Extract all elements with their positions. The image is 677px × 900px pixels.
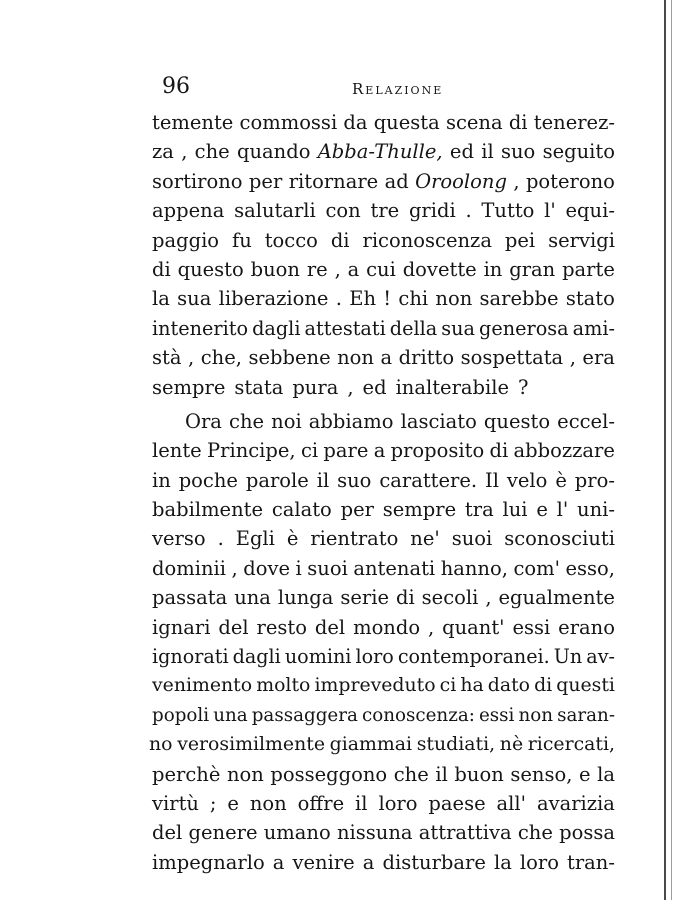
word: ne' — [410, 527, 440, 551]
word: è — [555, 468, 567, 492]
text-line — [152, 848, 615, 877]
word: , — [428, 615, 435, 639]
word: appena — [152, 199, 225, 223]
word: loro — [355, 645, 394, 669]
word: suo — [500, 140, 536, 164]
text-line — [149, 730, 615, 759]
text-line — [152, 818, 615, 847]
word: , — [188, 346, 195, 370]
word: stato — [565, 287, 615, 311]
word: popoli — [152, 704, 210, 726]
word: scena — [445, 111, 503, 134]
word: perchè — [152, 762, 221, 786]
word: ricercati, — [527, 733, 615, 756]
text-line — [152, 108, 615, 137]
word: hanno, — [440, 556, 508, 580]
word: egualmente — [498, 586, 615, 610]
word: , — [231, 556, 238, 580]
word: di — [489, 439, 509, 463]
word: una — [234, 586, 271, 610]
word: chi — [398, 287, 429, 311]
word: dagli — [252, 316, 301, 340]
word: la — [493, 850, 512, 874]
word: loro — [378, 791, 418, 815]
word: ignari — [152, 615, 211, 639]
word: e — [227, 791, 239, 815]
word: del — [218, 615, 249, 639]
word: serie — [340, 586, 389, 610]
word: ci — [439, 674, 457, 697]
word: non — [337, 346, 374, 370]
word: di — [395, 586, 415, 610]
word: stata — [234, 375, 284, 399]
page-header — [162, 72, 617, 104]
word: paese — [428, 791, 486, 815]
word: giammai — [329, 733, 413, 756]
text-line — [152, 524, 615, 553]
word: questa — [373, 111, 440, 134]
text-line — [152, 226, 615, 255]
text-line — [152, 255, 615, 284]
word: della — [389, 316, 438, 340]
word: poche — [178, 468, 238, 492]
text-line — [152, 466, 615, 495]
word: la — [152, 287, 170, 311]
word: ! — [383, 287, 392, 311]
word: dritto — [398, 346, 455, 370]
text-line — [152, 760, 615, 789]
word: pura — [292, 375, 339, 399]
word: lui — [502, 498, 528, 522]
text-line — [152, 196, 615, 225]
word: dominii — [152, 556, 226, 580]
word: da — [343, 111, 368, 134]
word: esso, — [565, 556, 615, 580]
page-edge-line — [664, 0, 666, 900]
word: buon — [454, 762, 504, 786]
word: no — [149, 733, 173, 756]
word: ignorati — [152, 645, 229, 669]
word: antenati — [353, 556, 436, 580]
word: avarizia — [536, 791, 615, 815]
word: cui — [366, 257, 396, 281]
word: pro- — [574, 468, 615, 492]
word: conoscenza: — [361, 704, 475, 726]
word: Un — [553, 645, 583, 669]
word: per — [248, 169, 283, 193]
word: generosa — [479, 316, 569, 340]
word: intenerito — [152, 316, 249, 340]
word: calato — [271, 498, 332, 522]
word: noi — [271, 409, 302, 433]
word: l' — [544, 199, 556, 223]
word: disturbare — [382, 850, 486, 874]
word: Tutto — [481, 199, 535, 223]
page-number: 96 — [162, 74, 190, 99]
word: ; — [209, 791, 217, 815]
word: liberazione — [218, 287, 329, 311]
word: , — [347, 375, 354, 399]
word: Egli — [235, 527, 275, 551]
text-line — [152, 583, 615, 612]
text-line — [152, 613, 615, 642]
word: in — [483, 257, 503, 281]
word: che — [393, 762, 429, 786]
word: essi — [512, 615, 551, 639]
word: attrattiva — [418, 821, 512, 845]
word: nè — [499, 733, 524, 756]
word: quant' — [442, 615, 505, 639]
word: venire — [292, 850, 355, 874]
word: che — [194, 140, 230, 164]
word: venimento — [152, 674, 253, 697]
word: passaggera — [251, 704, 358, 726]
word: sua — [441, 316, 476, 340]
word: i — [295, 556, 302, 580]
word: inalterabile — [395, 375, 510, 399]
word: buon — [250, 257, 300, 281]
word: in — [152, 468, 171, 492]
word: commossi — [239, 111, 338, 134]
word: lente — [152, 439, 202, 463]
word: , — [334, 257, 341, 281]
word: stà — [152, 346, 182, 370]
word: sconosciuti — [504, 527, 615, 551]
word: dovette — [402, 257, 477, 281]
word: non — [518, 704, 554, 726]
word: abbiamo — [308, 409, 394, 433]
word: il — [481, 140, 494, 164]
word: possa — [559, 821, 615, 845]
word: Ora — [185, 409, 222, 433]
word: tra — [464, 498, 494, 522]
word: impegnarlo — [152, 850, 265, 874]
word: ci — [300, 439, 319, 463]
word: nissuna — [336, 821, 413, 845]
word: poterono — [525, 169, 615, 193]
word: carattere. — [379, 468, 478, 492]
word: ed — [449, 140, 474, 164]
word: e — [578, 762, 591, 786]
word: questi — [556, 674, 615, 697]
word: e — [536, 498, 548, 522]
word: uni- — [577, 498, 615, 522]
word: dato — [487, 674, 531, 697]
text-line — [152, 671, 615, 700]
word: tran- — [567, 850, 615, 874]
word: abbozzare — [513, 439, 615, 463]
word: che — [229, 409, 265, 433]
word: , — [569, 346, 576, 370]
word: quando — [236, 140, 311, 164]
word: sarebbe — [479, 287, 559, 311]
word: gridi — [408, 199, 456, 223]
word: ami- — [572, 316, 615, 340]
word: loro — [519, 850, 559, 874]
paragraph-first-line — [152, 407, 615, 436]
word: uomini — [284, 645, 352, 669]
word: . — [335, 287, 342, 311]
word: a — [347, 257, 360, 281]
word: Eh — [349, 287, 376, 311]
word: rientrato — [310, 527, 399, 551]
word: ha — [460, 674, 484, 697]
word: che, — [200, 346, 242, 370]
word: gran — [509, 257, 556, 281]
word: pei — [504, 228, 536, 252]
word: velo — [506, 468, 548, 492]
word: posseggono — [270, 762, 388, 786]
word: paggio — [152, 228, 220, 252]
word: saran- — [557, 704, 615, 726]
word: za — [152, 140, 174, 164]
word: all' — [496, 791, 527, 815]
word: di — [330, 228, 350, 252]
word: offre — [297, 791, 345, 815]
word: suo — [337, 468, 372, 492]
word: sempre — [382, 498, 457, 522]
word: , — [513, 169, 520, 193]
word: suoi — [451, 527, 493, 551]
word: una — [213, 704, 248, 726]
word: il — [435, 762, 448, 786]
word: ? — [518, 375, 529, 399]
word: Abba-Thulle, — [317, 140, 443, 164]
word: lunga — [277, 586, 334, 610]
word: riconoscenza — [362, 228, 492, 252]
word: com' — [513, 556, 560, 580]
word: di — [534, 674, 553, 697]
word: di — [508, 111, 528, 134]
text-line — [152, 167, 615, 196]
word: tre — [370, 199, 400, 223]
word: Oroolong — [415, 169, 507, 193]
word: questo — [177, 257, 244, 281]
word: . — [217, 527, 224, 551]
text-line — [152, 314, 615, 343]
word: con — [325, 199, 361, 223]
word: ed — [362, 375, 387, 399]
word: la — [597, 762, 615, 786]
word: umano — [263, 821, 331, 845]
text-line — [152, 789, 615, 818]
word: , — [181, 140, 188, 164]
word: verso — [152, 527, 206, 551]
word: ritornare — [288, 169, 379, 193]
word: per — [340, 498, 374, 522]
word: virtù — [152, 791, 199, 815]
text-line — [152, 642, 615, 671]
text-line — [152, 701, 615, 730]
word: attestati — [304, 316, 386, 340]
word: verosimilmente — [177, 733, 325, 756]
word: a — [272, 850, 285, 874]
word: del — [152, 821, 183, 845]
word: dagli — [232, 645, 281, 669]
word: mondo — [353, 615, 421, 639]
word: il — [355, 791, 368, 815]
word: sempre — [152, 375, 226, 399]
word: Principe, — [207, 439, 296, 463]
word: . — [465, 199, 472, 223]
word: seguito — [542, 140, 615, 164]
word: tocco — [264, 228, 318, 252]
word: fu — [232, 228, 252, 252]
word: tenerez- — [533, 111, 615, 134]
word: era — [582, 346, 615, 370]
word: , — [485, 586, 492, 610]
word: che — [517, 821, 553, 845]
word: genere — [188, 821, 258, 845]
word: il — [316, 468, 330, 492]
word: re — [306, 257, 328, 281]
word: sospettata — [460, 346, 564, 370]
word: eccel- — [557, 409, 615, 433]
text-line — [152, 373, 615, 402]
word: a — [380, 346, 393, 370]
word: salutarli — [234, 199, 316, 223]
word: proposito — [390, 439, 485, 463]
word: av- — [586, 645, 615, 669]
word: resto — [256, 615, 307, 639]
word: passata — [152, 586, 228, 610]
word: è — [286, 527, 299, 551]
word: babilmente — [152, 498, 264, 522]
word: molto — [256, 674, 311, 697]
word: l' — [556, 498, 569, 522]
word: servigi — [548, 228, 615, 252]
word: di — [152, 257, 171, 281]
word: dove — [243, 556, 290, 580]
word: sua — [177, 287, 212, 311]
word: suoi — [307, 556, 348, 580]
word: pare — [323, 439, 369, 463]
text-line — [152, 495, 615, 524]
word: a — [362, 850, 375, 874]
word: impreveduto — [314, 674, 436, 697]
word: parole — [245, 468, 309, 492]
word: lasciato — [400, 409, 477, 433]
word: del — [314, 615, 346, 639]
text-line — [152, 137, 615, 166]
word: senso, — [510, 762, 573, 786]
word: secoli — [421, 586, 479, 610]
word: ad — [384, 169, 409, 193]
body-text — [149, 108, 615, 877]
text-line — [152, 284, 615, 313]
word: non — [249, 791, 287, 815]
word: non — [226, 762, 264, 786]
word: contemporanei. — [397, 645, 550, 669]
word: sortirono — [152, 169, 243, 193]
word: non — [435, 287, 473, 311]
text-line — [152, 554, 615, 583]
word: parte — [562, 257, 615, 281]
word: sebbene — [248, 346, 331, 370]
word: studiati, — [416, 733, 496, 756]
word: erano — [558, 615, 615, 639]
word: temente — [152, 111, 234, 134]
running-head: Relazione — [352, 80, 444, 98]
word: equi- — [565, 199, 615, 223]
word: a — [373, 439, 386, 463]
word: Il — [485, 468, 499, 492]
word: essi — [478, 704, 515, 726]
text-line — [152, 436, 615, 465]
page-edge-line-inner — [671, 0, 672, 900]
text-line — [152, 343, 615, 372]
word: questo — [483, 409, 551, 433]
